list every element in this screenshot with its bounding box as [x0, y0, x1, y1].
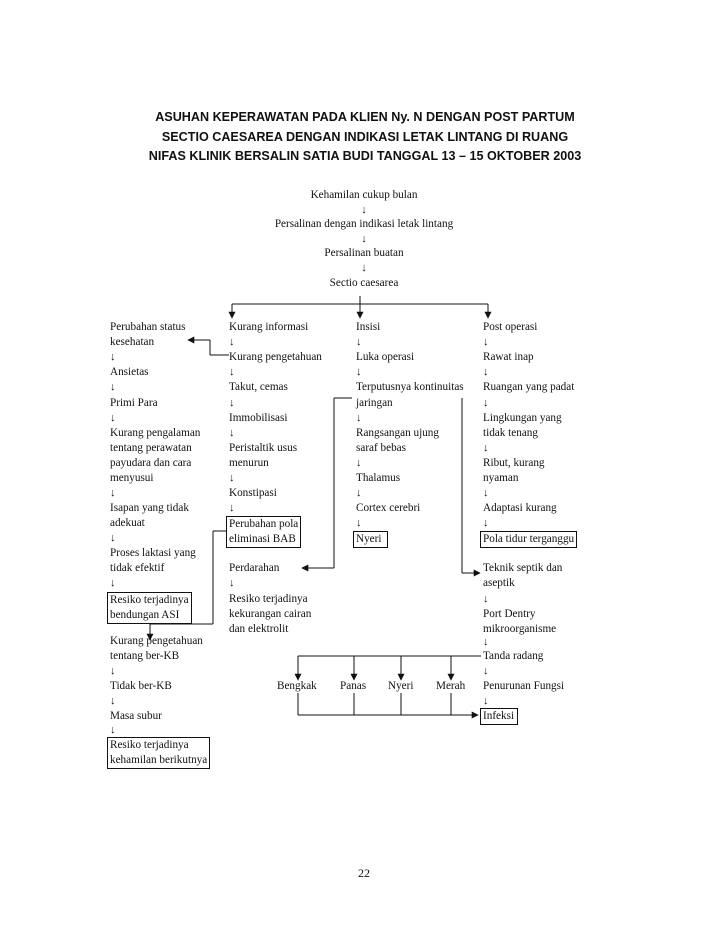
arrow-down: ↓ — [361, 262, 367, 274]
node-kurang-pengetahuan-kb-2: tentang ber-KB — [110, 650, 180, 662]
node-immobilisasi: Immobilisasi — [229, 412, 288, 424]
diagnosis-line: Resiko terjadinya — [110, 594, 189, 606]
node-sectio-caesarea: Sectio caesarea — [329, 277, 399, 289]
node-kurang-pengetahuan: Kurang pengetahuan — [229, 351, 322, 363]
arrow-down: ↓ — [356, 336, 362, 348]
diagnosis-resiko-bendungan-asi — [107, 592, 192, 624]
node-kurang-pengalaman-3: payudara dan cara — [110, 457, 192, 469]
title-line-3: NIFAS KLINIK BERSALIN SATIA BUDI TANGGAL 13 – 15 OKTOBER 2003 — [148, 149, 582, 163]
node-rangsangan-1: Rangsangan ujung — [356, 427, 439, 439]
node-kurang-pengalaman-2: tentang perawatan — [110, 442, 192, 454]
node-port-dentry-2: mikroorganisme — [483, 623, 557, 635]
node-tanda-radang: Tanda radang — [483, 650, 544, 662]
node-port-dentry-1: Port Dentry — [483, 608, 536, 620]
node-ruangan-padat: Ruangan yang padat — [483, 381, 575, 393]
node-peristaltik-2: menurun — [229, 457, 269, 469]
node-konstipasi: Konstipasi — [229, 487, 277, 499]
node-ribut-2: nyaman — [483, 472, 519, 484]
arrow-down: ↓ — [110, 724, 116, 736]
node-insisi: Insisi — [356, 321, 381, 333]
node-masa-subur: Masa subur — [110, 710, 162, 722]
diagnosis-line: kehamilan berikutnya — [110, 754, 208, 766]
node-post-operasi: Post operasi — [483, 321, 538, 333]
node-terputusnya-1: Terputusnya kontinuitas — [356, 381, 464, 393]
node-teknik-septik-2: aseptik — [483, 577, 515, 589]
page-number: 22 — [358, 866, 370, 880]
arrow-down: ↓ — [483, 695, 489, 707]
node-perubahan-status: Perubahan status — [110, 321, 186, 333]
arrow-down: ↓ — [483, 397, 489, 409]
node-terputusnya-2: jaringan — [356, 397, 393, 409]
node-kesehatan: kesehatan — [110, 336, 155, 348]
arrow-down: ↓ — [483, 593, 489, 605]
node-proses-laktasi-2: tidak efektif — [110, 562, 165, 574]
node-kurang-pengetahuan-kb-1: Kurang pengetahuan — [110, 635, 203, 647]
node-ansietas: Ansietas — [110, 366, 149, 378]
title-line-2: SECTIO CAESAREA DENGAN INDIKASI LETAK LINTANG DI RUANG — [161, 129, 569, 144]
arrow-down: ↓ — [110, 665, 116, 677]
node-tidak-berkb: Tidak ber-KB — [110, 680, 172, 692]
node-kurang-pengalaman-4: menyusui — [110, 472, 154, 484]
arrow-down: ↓ — [356, 487, 362, 499]
arrow-down: ↓ — [110, 577, 116, 589]
node-cortex: Cortex cerebri — [356, 502, 421, 514]
arrow-down: ↓ — [229, 577, 235, 589]
diagnosis-infeksi: Infeksi — [480, 708, 518, 725]
node-rawat-inap: Rawat inap — [483, 351, 534, 363]
arrow-down: ↓ — [229, 472, 235, 484]
arrow-down: ↓ — [356, 457, 362, 469]
node-ribut-1: Ribut, kurang — [483, 457, 545, 469]
node-thalamus: Thalamus — [356, 472, 401, 484]
arrow-down: ↓ — [361, 204, 367, 216]
node-peristaltik-1: Peristaltik usus — [229, 442, 298, 454]
arrow-down: ↓ — [229, 336, 235, 348]
node-kehamilan: Kehamilan cukup bulan — [310, 189, 418, 201]
arrow-down: ↓ — [110, 695, 116, 707]
diagnosis-line: Resiko terjadinya — [110, 739, 189, 751]
node-perdarahan: Perdarahan — [229, 562, 280, 574]
node-lingkungan-1: Lingkungan yang — [483, 412, 562, 424]
node-lingkungan-2: tidak tenang — [483, 427, 538, 439]
diagnosis-pola-tidur: Pola tidur terganggu — [480, 531, 577, 548]
diagnosis-line: eliminasi BAB — [229, 533, 296, 545]
arrow-down: ↓ — [356, 412, 362, 424]
arrow-down: ↓ — [229, 397, 235, 409]
node-isapan-1: Isapan yang tidak — [110, 502, 189, 514]
arrow-down: ↓ — [356, 366, 362, 378]
node-resiko-cairan-1: Resiko terjadinya — [229, 593, 308, 605]
node-proses-laktasi-1: Proses laktasi yang — [110, 547, 196, 559]
arrow-down: ↓ — [110, 351, 116, 363]
arrow-down: ↓ — [356, 517, 362, 529]
diagnosis-resiko-kehamilan — [107, 737, 210, 769]
diagnosis-line: bendungan ASI — [110, 609, 180, 621]
arrow-down: ↓ — [110, 532, 116, 544]
diagnosis-line: Perubahan pola — [229, 518, 299, 530]
arrow-down: ↓ — [229, 502, 235, 514]
arrow-down: ↓ — [110, 381, 116, 393]
arrow-down: ↓ — [483, 366, 489, 378]
node-resiko-cairan-3: dan elektrolit — [229, 623, 289, 635]
diagnosis-perubahan-eliminasi — [226, 516, 301, 548]
arrow-down: ↓ — [229, 366, 235, 378]
arrow-down: ↓ — [483, 517, 489, 529]
node-primi-para: Primi Para — [110, 397, 158, 409]
node-teknik-septik-1: Teknik septik dan — [483, 562, 563, 574]
sign-nyeri: Nyeri — [388, 680, 414, 692]
arrow-down: ↓ — [483, 336, 489, 348]
node-persalinan-indikasi: Persalinan dengan indikasi letak lintang — [274, 218, 454, 230]
node-resiko-cairan-2: kekurangan cairan — [229, 608, 312, 620]
arrow-down: ↓ — [483, 665, 489, 677]
node-takut-cemas: Takut, cemas — [229, 381, 288, 393]
sign-bengkak: Bengkak — [277, 680, 317, 692]
arrow-down: ↓ — [110, 412, 116, 424]
diagnosis-nyeri: Nyeri — [353, 531, 388, 548]
node-kurang-informasi: Kurang informasi — [229, 321, 309, 333]
node-kurang-pengalaman-1: Kurang pengalaman — [110, 427, 201, 439]
node-isapan-2: adekuat — [110, 517, 145, 529]
arrow-down: ↓ — [229, 427, 235, 439]
sign-merah: Merah — [436, 680, 466, 692]
node-rangsangan-2: saraf bebas — [356, 442, 407, 454]
node-adaptasi: Adaptasi kurang — [483, 502, 557, 514]
arrow-down: ↓ — [483, 442, 489, 454]
arrow-down: ↓ — [361, 233, 367, 245]
sign-panas: Panas — [340, 680, 367, 692]
node-penurunan-fungsi: Penurunan Fungsi — [483, 680, 565, 692]
title-line-1: ASUHAN KEPERAWATAN PADA KLIEN Ny. N DENGAN POST PARTUM — [155, 110, 575, 124]
node-luka-operasi: Luka operasi — [356, 351, 415, 363]
arrow-down: ↓ — [483, 636, 489, 648]
arrow-down: ↓ — [483, 487, 489, 499]
node-persalinan-buatan: Persalinan buatan — [324, 247, 404, 259]
arrow-down: ↓ — [110, 487, 116, 499]
